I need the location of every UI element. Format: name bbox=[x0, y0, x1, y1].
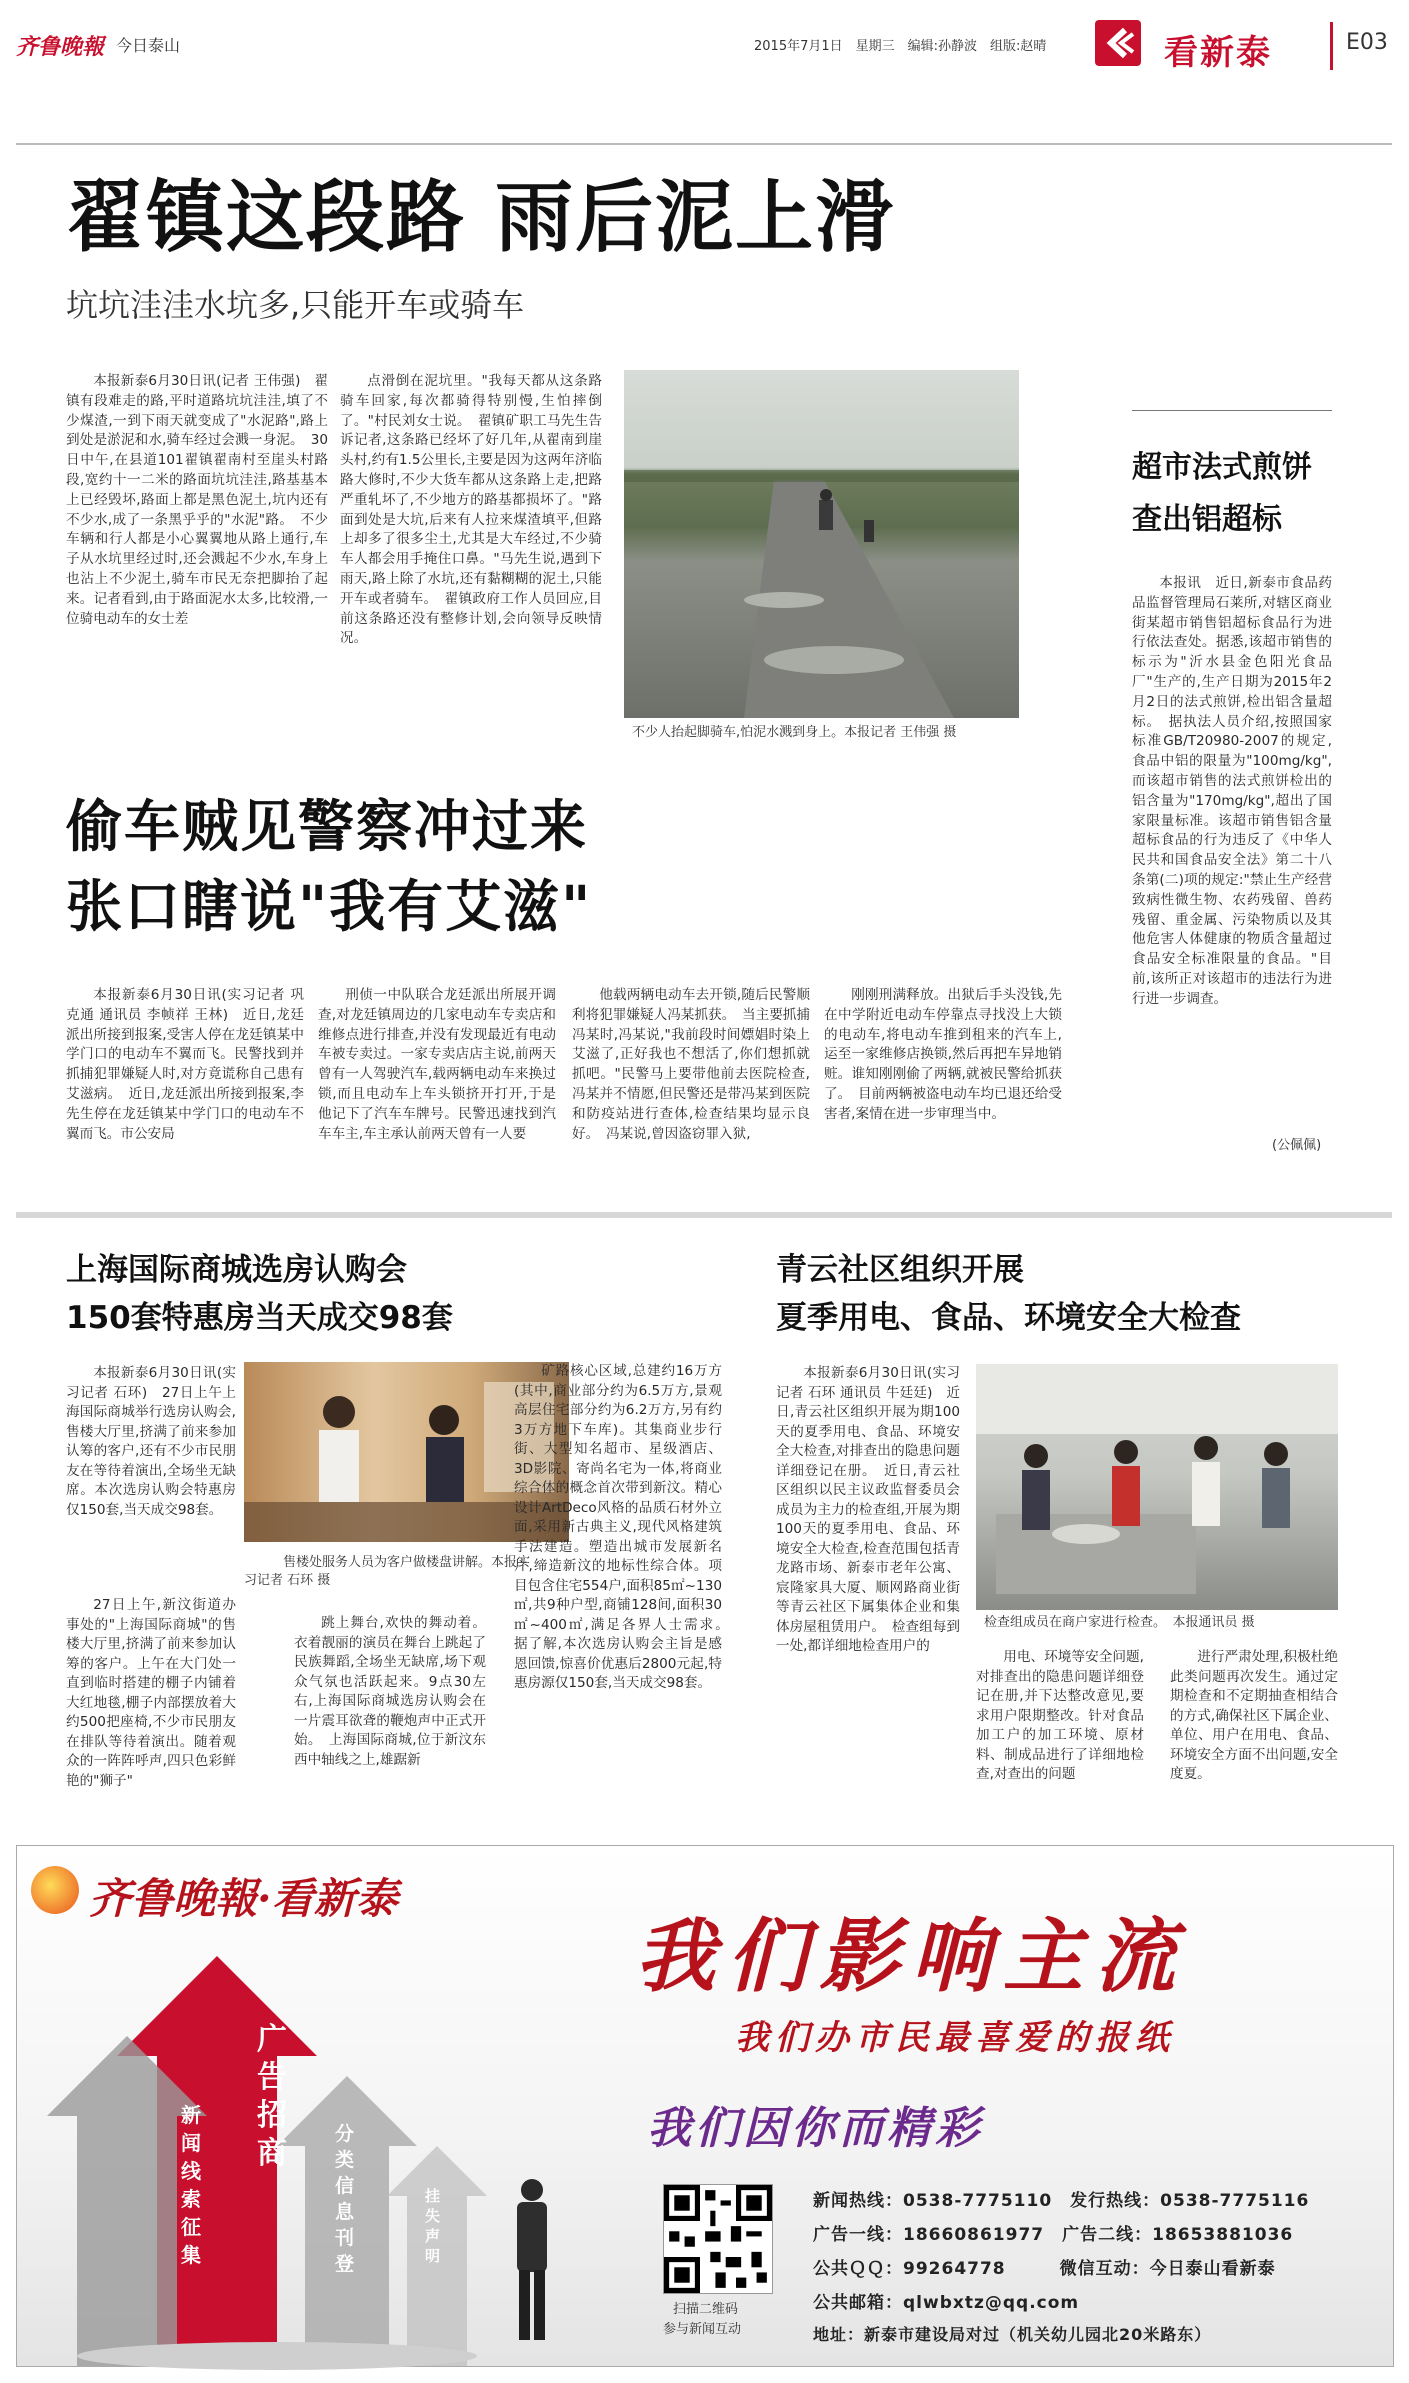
section-logo-icon bbox=[1095, 20, 1141, 66]
story3-title-line1: 上海国际商城选房认购会 bbox=[66, 1252, 407, 1288]
story3-col2: 跳上舞台,欢快的舞动着。衣着靓丽的演员在舞台上跳起了民族舞蹈,全场坐无缺席,场下观众气氛也活跃起来。9点30左右,上海国际商城选房认购会在一片震耳欲聋的鞭炮声中正式开始。 上海国际商城,位于新汶东西中轴线之上,雄踞新 bbox=[294, 1615, 486, 1768]
ad-arrow-notice: 挂失声明 bbox=[425, 2187, 441, 2265]
ad-qr-code bbox=[663, 2184, 773, 2294]
paper-name: 齐鲁晚報 bbox=[16, 34, 105, 60]
ad-slogan-third: 我们因你而精彩 bbox=[647, 2103, 983, 2154]
story2-col2: 刑侦一中队联合龙廷派出所展开调查,对龙廷镇周边的几家电动车专卖店和维修点进行排查,并没有发现最近有电动车被专卖过。一家专卖店店主说,前两天曾有一人驾驶汽车,载两辆电动车来换过锁,而且电动车上车头锁挤开打开,于是他记下了汽车车牌号。民警迅速找到汽车车主,车主承认前两天曾有一人要 bbox=[318, 987, 556, 1142]
ad-contact-line1: 新闻热线：0538-7775110 发行热线：0538-7775116 bbox=[813, 2191, 1310, 2211]
page-number: E03 bbox=[1346, 30, 1388, 55]
story4-col3: 进行严肃处理,积极杜绝此类问题再次发生。通过定期检查和不定期抽查相结合的方式,确保社区下属企业、单位、用户在用电、食品、环境安全方面不出问题,安全度夏。 bbox=[1170, 1649, 1338, 1782]
ad-arrow-ad: 广告招商 bbox=[257, 2022, 287, 2171]
side-top-rule bbox=[1132, 410, 1332, 411]
story1-photo bbox=[624, 370, 1019, 718]
ad-arrow-class: 分类信息刊登 bbox=[335, 2123, 355, 2275]
section-name: 今日泰山 bbox=[116, 36, 181, 55]
side-title-line1: 超市法式煎饼 bbox=[1132, 450, 1312, 485]
story2-col1: 本报新泰6月30日讯(实习记者 巩克通 通讯员 李帧祥 王林) 近日,龙廷派出所接到报案,受害人停在龙廷镇某中学门口的电动车不翼而飞。民警找到并抓捕犯罪嫌疑人时,对方竟谎称自己患有艾滋病。 近日,龙廷派出所接到报案,李先生停在龙廷镇某中学门口的电动车不翼而飞。市公安局 bbox=[66, 987, 304, 1142]
story1-title: 翟镇这段路 雨后泥上滑 bbox=[66, 172, 896, 263]
story1-col2: 点滑倒在泥坑里。"我每天都从这条路骑车回家,每次都骑得特别慢,生怕摔倒了。"村民刘女士说。 翟镇矿职工马先生告诉记者,这条路已经坏了好几年,从翟南到崖头村,约有1.5公里长,主要是因为这两年济临路大修时,不少大货车都从这条路上走,把路严重轧坏了,不少地方的路基都损坏了。"路面到处是大坑,后来有人拉来煤渣填平,但路上却多了很多尘土,尤其是大车经过,不少骑车人都会用手掩住口鼻。"马先生说,遇到下雨天,路上除了水坑,还有黏糊糊的泥土,只能开车或者骑车。 翟镇政府工作人员回应,目前这条路还没有整修计划,会向领导反映情况。 bbox=[340, 373, 602, 647]
section-title: 看新泰 bbox=[1164, 33, 1272, 73]
ad-contact-line2: 广告一线：18660861977 广告二线：18653881036 bbox=[813, 2225, 1294, 2245]
date-info: 2015年7月1日 星期三 编辑:孙静波 组版:赵晴 bbox=[754, 39, 1047, 54]
story4-title-line1: 青云社区组织开展 bbox=[776, 1252, 1024, 1288]
story1-photo-caption: 不少人抬起脚骑车,怕泥水溅到身上。本报记者 王伟强 摄 bbox=[632, 725, 957, 740]
story4-photo bbox=[976, 1364, 1338, 1610]
masthead bbox=[16, 20, 1396, 80]
ad-contact-line3: 公共ＱＱ：99264778 微信互动：今日泰山看新泰 bbox=[813, 2259, 1276, 2279]
ad-businessman-icon bbox=[507, 2176, 557, 2346]
side-byline: (公佩佩) bbox=[1272, 1138, 1322, 1153]
ad-arrow-news: 新闻线索征集 bbox=[181, 2103, 201, 2267]
header-divider bbox=[1330, 22, 1333, 70]
ad-qr-caption2: 参与新闻互动 bbox=[663, 2322, 742, 2337]
story2-title-line1: 偷车贼见警察冲过来 bbox=[66, 794, 588, 860]
story4-col2: 用电、环境等安全问题,对排查出的隐患问题详细登记在册,并下达整改意见,要求用户限期整改。针对食品加工户的加工环境、原材料、制成品进行了详细地检查,对查出的问题 bbox=[976, 1649, 1144, 1782]
story1-subtitle: 坑坑洼洼水坑多,只能开车或骑车 bbox=[66, 286, 525, 324]
ad-slogan-second: 我们办市民最喜爱的报纸 bbox=[735, 2018, 1175, 2058]
ad-qr-caption1: 扫描二维码 bbox=[673, 2302, 739, 2317]
story4-photo-caption: 检查组成员在商户家进行检查。 本报通讯员 摄 bbox=[984, 1615, 1255, 1630]
story3-title-line2: 150套特惠房当天成交98套 bbox=[66, 1300, 453, 1336]
story2-title-line2: 张口瞎说"我有艾滋" bbox=[66, 874, 593, 940]
ad-brand-logo-icon bbox=[31, 1866, 79, 1914]
mid-rule bbox=[16, 1212, 1392, 1218]
ad-brand: 齐鲁晚報·看新泰 bbox=[89, 1874, 398, 1923]
story4-title-line2: 夏季用电、食品、环境安全大检查 bbox=[776, 1300, 1241, 1336]
story2-col3: 他载两辆电动车去开锁,随后民警顺利将犯罪嫌疑人冯某抓获。 当主要抓捕冯某时,冯某说,"我前段时间嫖娼时染上艾滋了,正好我也不想活了,你们想抓就抓吧。"民警马上要带他前去医院检查,冯某并不情愿,但民警还是带冯某到医院和防疫站进行查体,检查结果均显示良好。 冯某说,曾因盗窃罪入狱, bbox=[572, 987, 810, 1142]
ad-contact-line4: 公共邮箱：qlwbxtz@qq.com bbox=[813, 2293, 1080, 2313]
side-title-line2: 查出铝超标 bbox=[1132, 502, 1282, 537]
story4-col1: 本报新泰6月30日讯(实习记者 石环 通讯员 牛廷廷) 近日,青云社区组织开展为期100天的夏季用电、食品、环境安全大检查,对排查出的隐患问题详细登记在册。 近日,青云社区组织以民主议政监督委员会成员为主力的检查组,开展为期100天的夏季用电、食品、环境安全大检查,检查范围包括青龙路市场、新泰市老年公寓、宸隆家具大厦、顺网路商业街等青云社区下属集体企业和集体房屋租赁用户。 检查组每到一处,都详细地检查用户的 bbox=[776, 1365, 960, 1654]
story3-col1: 本报新泰6月30日讯(实习记者 石环) 27日上午上海国际商城举行选房认购会,售楼大厅里,挤满了前来参加认筹的客户,还有不少市民朋友在等待着演出,全场坐无缺席。本次选房认购会特惠房仅150套,当天成交98套。 bbox=[66, 1365, 236, 1518]
header-rule bbox=[16, 143, 1392, 145]
story3-col3: 矿路核心区域,总建约16万方(其中,商业部分约为6.5万方,景观高层住宅部分约为6.2万方,另有约3万方地下车库)。其集商业步行街、大型知名超市、星级酒店、3D影院、寄尚名宅为一体,将商业综合体的概念首次带到新汶。精心设计ArtDeco风格的品质石材外立面,采用新古典主义,现代风格建筑手法建造。塑造出城市发展新名片,缔造新汶的地标性综合体。项目包含住宅554户,面积85㎡~130㎡,共9种户型,商铺128间,面积30㎡~400㎡,满足各界人士需求。 据了解,本次选房认购会主旨是感恩回馈,惊喜价优惠后2800元起,特惠房源仅150套,当天成交98套。 bbox=[514, 1363, 736, 1691]
story3-photo-caption: 售楼处服务人员为客户做楼盘讲解。本报实习记者 石环 摄 bbox=[244, 1555, 531, 1588]
story3-col1b: 27日上午,新汶街道办事处的"上海国际商城"的售楼大厅里,挤满了前来参加认筹的客户。上午在大门处一直到临时搭建的棚子内铺着大红地毯,棚子内部摆放着大约500把座椅,不少市民朋友在排队等待着演出。随着观众的一阵阵呼声,四只色彩鲜艳的"狮子" bbox=[66, 1597, 236, 1789]
ad-slogan-main: 我们影响主流 bbox=[635, 1909, 1187, 2003]
side-body: 本报讯 近日,新泰市食品药品监督管理局石莱所,对辖区商业街某超市销售铝超标食品行为进行依法查处。据悉,该超市销售的标示为"沂水县金色阳光食品厂"生产的,生产日期为2015年2月2日的法式煎饼,检出铝含量超标。 据执法人员介绍,按照国家标准GB/T20980-2007的规定,食品中铝的限量为"100mg/kg",而该超市销售的法式煎饼检出的铝含量为"170mg/kg",超出了国家限量标准。该超市销售铝含量超标食品的行为违反了《中华人民共和国食品安全法》第二十八条第(二)项的规定:"禁止生产经营致病性微生物、农药残留、兽药残留、重金属、污染物质以及其他危害人体健康的物质含量超过食品安全标准限量的食品。"目前,该所正对该超市的违法行为进行进一步调查。 bbox=[1132, 575, 1332, 1007]
story2-col4: 刚刚刑满释放。出狱后手头没钱,先在中学附近电动车停靠点寻找没上大锁的电动车,将电动车推到租来的汽车上,运至一家维修店换锁,然后再把车异地销赃。谁知刚刚偷了两辆,就被民警给抓获了。 目前两辆被盗电动车均已退还给受害者,案情在进一步审理当中。 bbox=[824, 987, 1062, 1122]
story1-col1: 本报新泰6月30日讯(记者 王伟强) 翟镇有段难走的路,平时道路坑坑洼洼,填了不少煤渣,一到下雨天就变成了"水泥路",路上到处是淤泥和水,骑车经过会溅一身泥。 30日中午,在县道101翟镇翟南村至崖头村路段,宽约十一二米的路面坑坑洼洼,路基基本上已经毁坏,路面上都是黑色泥土,坑内还有不少水,成了一条黑乎乎的"水泥"路。 不少车辆和行人都是小心翼翼地从路上通行,车子从水坑里经过时,还会溅起不少水,车身上也沾上不少泥土,骑车市民无奈把脚抬了起来。记者看到,由于路面泥水太多,比较滑,一位骑电动车的女士差 bbox=[66, 373, 328, 627]
ad-block bbox=[16, 1845, 1394, 2367]
ad-contact-line5: 地址：新泰市建设局对过（机关幼儿园北20米路东） bbox=[813, 2325, 1212, 2344]
